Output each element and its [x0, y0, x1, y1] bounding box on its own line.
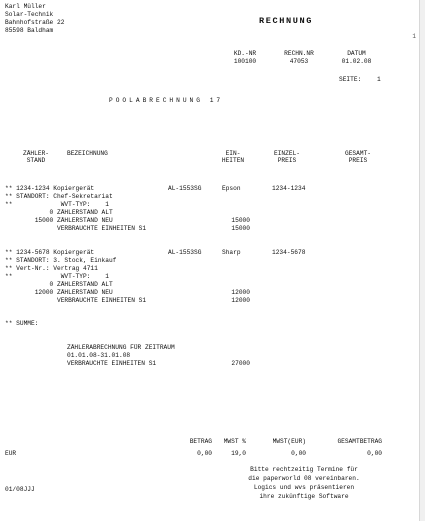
sender-name: Karl Müller — [5, 3, 46, 10]
item2-line3: ** Vert-Nr.: Vertrag 4711 — [5, 265, 98, 272]
footer-note-1: Bitte rechtzeitig Termine für — [250, 466, 358, 473]
item2-line5: 0 ZÄHLERSTAND ALT — [5, 281, 113, 288]
edge-mark: 1 — [412, 33, 416, 40]
document-title: RECHNUNG — [259, 16, 314, 26]
sender-street: Bahnhofstraße 22 — [5, 19, 65, 26]
item2-line4: ** WVT-TYP: 1 — [5, 273, 109, 280]
summe-line3: VERBRAUCHTE EINHEITEN S1 — [67, 360, 157, 367]
item2-line7: VERBRAUCHTE EINHEITEN S1 — [5, 297, 147, 304]
summe-line2: 01.01.08-31.01.08 — [67, 352, 131, 359]
datum-value: 01.02.08 — [341, 58, 372, 65]
footer-note-4: ihre zukünftige Software — [259, 493, 349, 500]
item2-brand: Sharp — [222, 249, 241, 256]
section-title: POOLABRECHNUNG 17 — [109, 97, 224, 104]
col-zaehler-1: ZÄHLER- — [23, 150, 49, 157]
col-bezeichnung: BEZEICHNUNG — [67, 150, 108, 157]
sender-city: 85598 Baldham — [5, 27, 54, 34]
item2-line7-value: 12000 — [231, 297, 250, 304]
item2-line2: ** STANDORT: 3. Stock, Einkauf — [5, 257, 117, 264]
item1-brand: Epson — [222, 185, 241, 192]
col-zaehler-2: STAND — [26, 157, 46, 164]
item1-line1: ** 1234-1234 Kopiergerät — [5, 185, 95, 192]
datum-header: DATUM — [347, 50, 366, 57]
total-betrag-value: 0,00 — [197, 450, 212, 457]
item1-line2: ** STANDORT: Chef-Sekretariat — [5, 193, 113, 200]
item1-line6-value: 15000 — [231, 225, 250, 232]
item2-line6: 12000 ZÄHLERSTAND NEU — [5, 289, 113, 296]
col-einheiten-1: EIN- — [225, 150, 241, 157]
item2-line1: ** 1234-5678 Kopiergerät — [5, 249, 95, 256]
rechn-nr-header: RECHN.NR — [284, 50, 314, 57]
item1-line5: 15000 ZÄHLERSTAND NEU — [5, 217, 113, 224]
item2-price: 1234-5678 — [272, 249, 306, 256]
item1-line4: 0 ZÄHLERSTAND ALT — [5, 209, 113, 216]
col-einzelpreis-2: PREIS — [277, 157, 297, 164]
seite-value: 1 — [377, 76, 381, 83]
item2-model: AL-1553SG — [168, 249, 202, 256]
item2-line6-value: 12000 — [231, 289, 250, 296]
col-gesamtpreis-2: PREIS — [348, 157, 368, 164]
footer-code: 01/08JJJ — [5, 486, 35, 493]
item1-price: 1234-1234 — [272, 185, 306, 192]
summe-label: ** SUMME: — [5, 320, 39, 327]
total-gesamt-value: 0,00 — [367, 450, 382, 457]
kd-nr-value: 100100 — [233, 58, 257, 65]
total-gesamt-header: GESAMTBETRAG — [337, 438, 382, 445]
col-einheiten-2: HEITEN — [221, 157, 245, 164]
kd-nr-header: KD.-NR — [233, 50, 257, 57]
seite-label: SEITE: — [339, 76, 362, 83]
rechn-nr-value: 47053 — [289, 58, 309, 65]
sender-company: Solar-Technik — [5, 11, 54, 18]
total-currency: EUR — [5, 450, 17, 457]
col-einzelpreis-1: EINZEL- — [274, 150, 300, 157]
total-mwst-eur-header: MWST(EUR) — [272, 438, 306, 445]
summe-line3-value: 27000 — [231, 360, 250, 367]
total-betrag-header: BETRAG — [189, 438, 212, 445]
item1-model: AL-1553SG — [168, 185, 202, 192]
total-mwst-pct-value: 19,0 — [231, 450, 246, 457]
total-mwst-eur-value: 0,00 — [291, 450, 306, 457]
col-gesamtpreis-1: GESAMT- — [345, 150, 371, 157]
footer-note-2: die paperworld 08 vereinbaren. — [248, 475, 360, 482]
summe-line1: ZÄHLERABRECHNUNG FÜR ZEITRAUM — [67, 344, 175, 351]
item1-line3: ** WVT-TYP: 1 — [5, 201, 109, 208]
item1-line5-value: 15000 — [231, 217, 250, 224]
total-mwst-pct-header: MWST % — [223, 438, 246, 445]
footer-note-3: Logics und wvs präsentieren — [253, 484, 355, 491]
item1-line6: VERBRAUCHTE EINHEITEN S1 — [5, 225, 147, 232]
